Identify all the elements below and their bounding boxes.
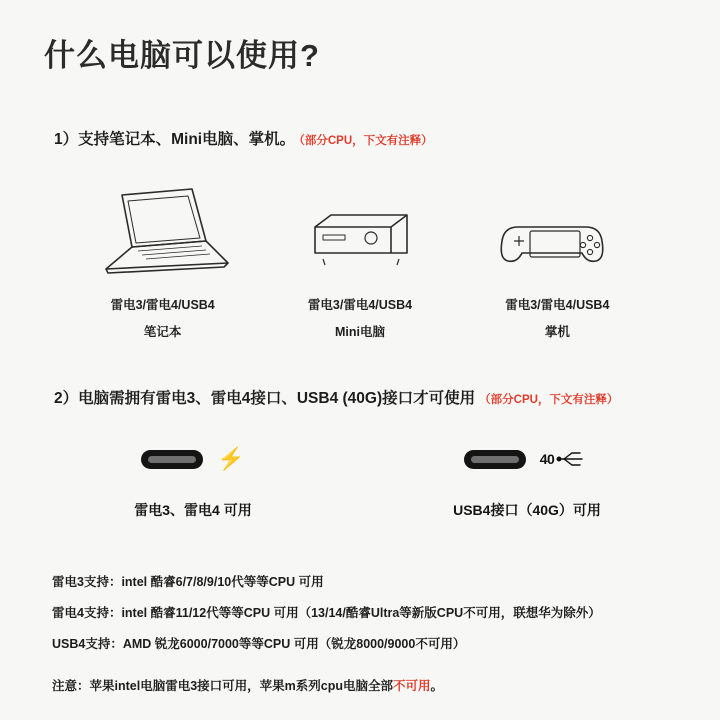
device-item-handheld <box>459 171 656 340</box>
device-list <box>44 171 676 340</box>
device-caption-name: 掌机 <box>544 325 570 339</box>
device-caption-ports: 雷电3/雷电4/USB4 <box>505 298 610 312</box>
usb-c-usb4-icon <box>397 434 657 484</box>
section1-note: （部分CPU，下文有注释） <box>299 135 433 147</box>
usb-c-connector-icon <box>464 450 526 469</box>
port-item-thunderbolt <box>63 434 323 520</box>
device-caption-name: 笔记本 <box>143 325 182 339</box>
mini-pc-icon <box>261 171 458 281</box>
port-caption: USB4接口（40G）可用 <box>453 502 601 518</box>
device-item-laptop <box>64 171 261 340</box>
port-item-usb4 <box>397 434 657 520</box>
footer-note-highlight: 不可用 <box>393 679 431 693</box>
section1-heading-text: 1）支持笔记本、Mini电脑、掌机。 <box>54 131 296 148</box>
support-line: 雷电3支持：intel 酷睿6/7/8/9/10代等等CPU 可用 <box>52 575 324 589</box>
support-lines <box>52 572 676 652</box>
footer-note <box>52 676 676 694</box>
section2-note: （部分CPU，下文有注释） <box>479 394 619 406</box>
usb-trident-icon <box>556 449 590 469</box>
device-caption-ports: 雷电3/雷电4/USB4 <box>110 298 215 312</box>
support-line: USB4支持：AMD 锐龙6000/7000等等CPU 可用（锐龙8000/9000不可用） <box>52 637 466 651</box>
port-caption: 雷电3、雷电4 可用 <box>134 502 252 518</box>
usb4-logo-icon <box>540 449 591 469</box>
port-list <box>44 434 676 520</box>
usb-c-thunderbolt-icon <box>63 434 323 484</box>
page-title: 什么电脑可以使用? <box>44 38 320 73</box>
footer-note-prefix: 注意：苹果intel电脑雷电3接口可用，苹果m系列cpu电脑全部 <box>52 679 393 693</box>
section1-heading <box>54 127 676 149</box>
handheld-console-icon <box>459 171 656 281</box>
usb4-speed-label: 40 <box>539 451 555 467</box>
usb-c-connector-icon <box>141 450 203 469</box>
section2-heading-text: 2）电脑需拥有雷电3、雷电4接口、USB4 (40G)接口才可使用 <box>54 390 476 407</box>
device-item-mini-pc <box>261 171 458 340</box>
thunderbolt-bolt-icon: ⚡ <box>217 446 245 471</box>
device-caption-ports: 雷电3/雷电4/USB4 <box>307 298 413 312</box>
section2-heading <box>54 386 676 408</box>
footer-note-suffix: 。 <box>430 679 444 693</box>
support-line: 雷电4支持：intel 酷睿11/12代等等CPU 可用（13/14/酷睿Ultra等新版CPU不可用，联想华为除外） <box>52 606 601 620</box>
device-caption-name: Mini电脑 <box>334 325 385 339</box>
laptop-icon <box>64 171 261 281</box>
